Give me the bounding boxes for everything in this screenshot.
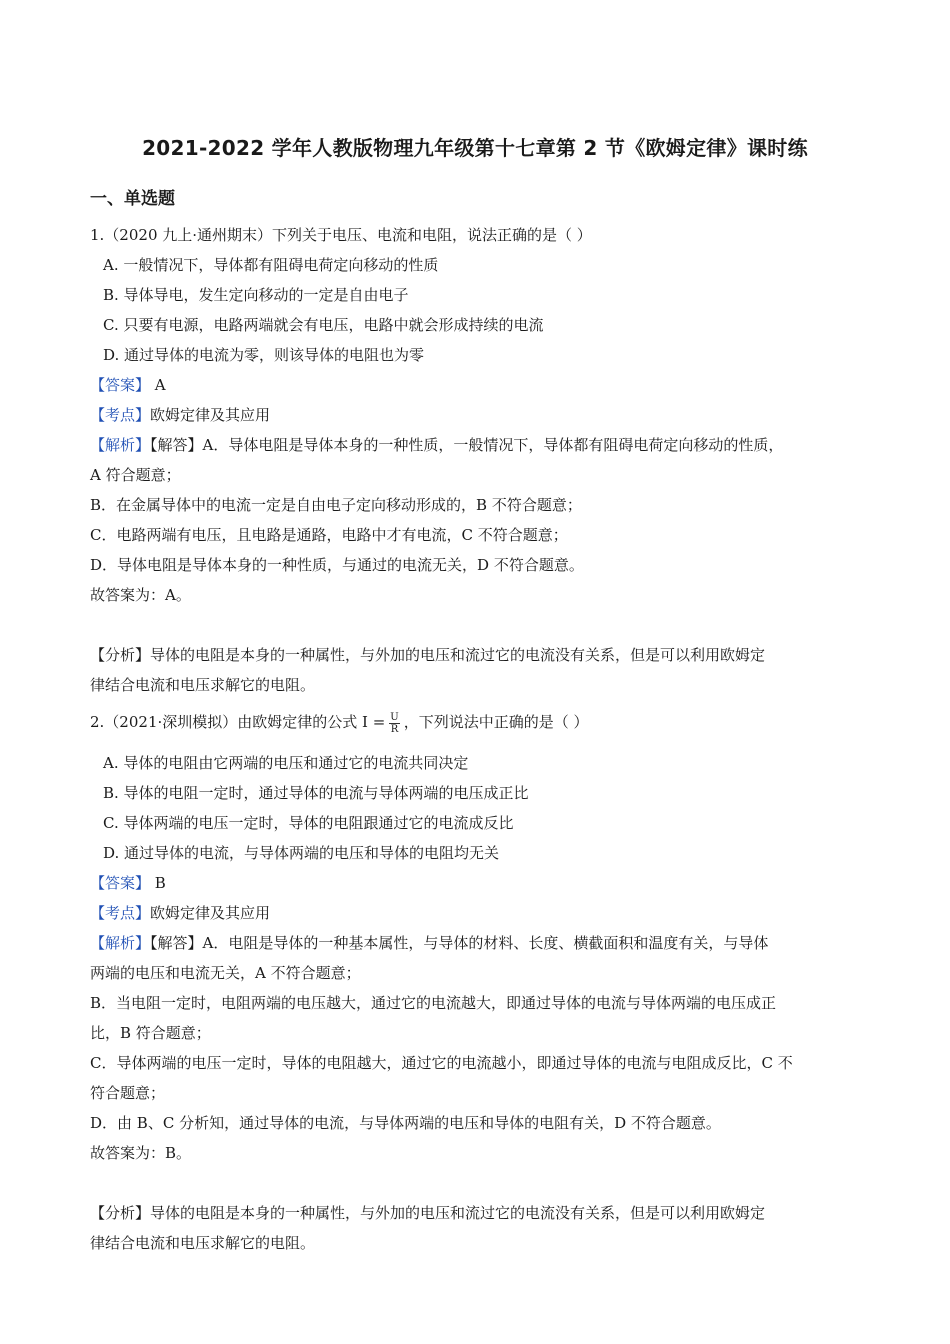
q2-fenxi-line: 【分析】导体的电阻是本身的一种属性，与外加的电压和流过它的电流没有关系，但是可以利用欧姆定 [90,1204,766,1222]
q2-analysis-line: C．导体两端的电压一定时，导体的电阻越大，通过它的电流越小，即通过导体的电流与电阻成反比，C 不 [90,1054,793,1072]
q1-conclusion: 故答案为：A。 [90,586,191,604]
q1-analysis-line: A 符合题意； [90,466,181,484]
formula-denominator: R [390,723,399,735]
q2-option-d: D. 通过导体的电流，与导体两端的电压和导体的电阻均无关 [103,844,500,862]
q1-point [90,404,865,426]
q1-option-b: B. 导体导电，发生定向移动的一定是自由电子 [103,286,409,304]
analysis-text: 【解答】A．电阻是导体的一种基本属性，与导体的材料、长度、横截面积和温度有关，与导体 [150,934,769,952]
q2-conclusion: 故答案为：B。 [90,1144,192,1162]
q2-analysis-line [90,932,865,954]
q1-analysis-line [90,434,865,456]
analysis-tag: 【解析】 [90,934,151,952]
q2-fenxi-line: 律结合电流和电压求解它的电阻。 [90,1234,316,1252]
section-heading: 一、单选题 [90,189,175,209]
point-value: 欧姆定律及其应用 [150,406,271,424]
point-value: 欧姆定律及其应用 [150,904,271,922]
q2-stem-suffix: ，下列说法中正确的是（ ） [403,713,589,731]
analysis-text: 【解答】A．导体电阻是导体本身的一种性质，一般情况下，导体都有阻碍电荷定向移动的性质， [150,436,784,454]
analysis-tag: 【解析】 [90,436,151,454]
q1-analysis-line: D．导体电阻是导体本身的一种性质，与通过的电流无关，D 不符合题意。 [90,556,584,574]
q2-analysis-line: D．由 B、C 分析知，通过导体的电流，与导体两端的电压和导体的电阻有关，D 不符合题意。 [90,1114,721,1132]
q2-analysis-line: B．当电阻一定时，电阻两端的电压越大，通过它的电流越大，即通过导体的电流与导体两端的电压成正 [90,994,777,1012]
q2-answer [90,872,865,894]
q1-option-c: C. 只要有电源，电路两端就会有电压，电路中就会形成持续的电流 [103,316,544,334]
point-tag: 【考点】 [90,406,151,424]
formula-numerator: U [390,711,399,723]
formula-lhs: I = [362,713,386,731]
q1-fenxi-line: 律结合电流和电压求解它的电阻。 [90,676,316,694]
q2-analysis-line: 符合题意； [90,1084,166,1102]
answer-value: B [150,874,166,892]
point-tag: 【考点】 [90,904,151,922]
q1-analysis-line: B．在金属导体中的电流一定是自由电子定向移动形成的，B 不符合题意； [90,496,582,514]
q2-option-a: A. 导体的电阻由它两端的电压和通过它的电流共同决定 [103,754,469,772]
q1-option-d: D. 通过导体的电流为零，则该导体的电阻也为零 [103,346,425,364]
q1-analysis-line: C．电路两端有电压，且电路是通路，电路中才有电流，C 不符合题意； [90,526,568,544]
q2-option-c: C. 导体两端的电压一定时，导体的电阻跟通过它的电流成反比 [103,814,514,832]
q1-stem: 1.（2020 九上·通州期末）下列关于电压、电流和电阻，说法正确的是（ ） [90,226,592,244]
answer-tag: 【答案】 [90,874,151,892]
q2-analysis-line: 比，B 符合题意； [90,1024,211,1042]
page-title: 2021-2022 学年人教版物理九年级第十七章第 2 节《欧姆定律》课时练 [142,136,808,160]
q2-stem-prefix: 2.（2021·深圳模拟）由欧姆定律的公式 [90,713,363,731]
q2-analysis-line: 两端的电压和电流无关，A 不符合题意； [90,964,361,982]
q1-fenxi-line: 【分析】导体的电阻是本身的一种属性，与外加的电压和流过它的电流没有关系，但是可以利用欧姆定 [90,646,766,664]
q2-point [90,902,865,924]
formula-fraction [389,712,399,735]
q2-stem [90,711,865,735]
q1-answer [90,374,865,396]
answer-tag: 【答案】 [90,376,151,394]
answer-value: A [150,376,166,394]
q2-option-b: B. 导体的电阻一定时，通过导体的电流与导体两端的电压成正比 [103,784,529,802]
q1-option-a: A. 一般情况下，导体都有阻碍电荷定向移动的性质 [103,256,439,274]
